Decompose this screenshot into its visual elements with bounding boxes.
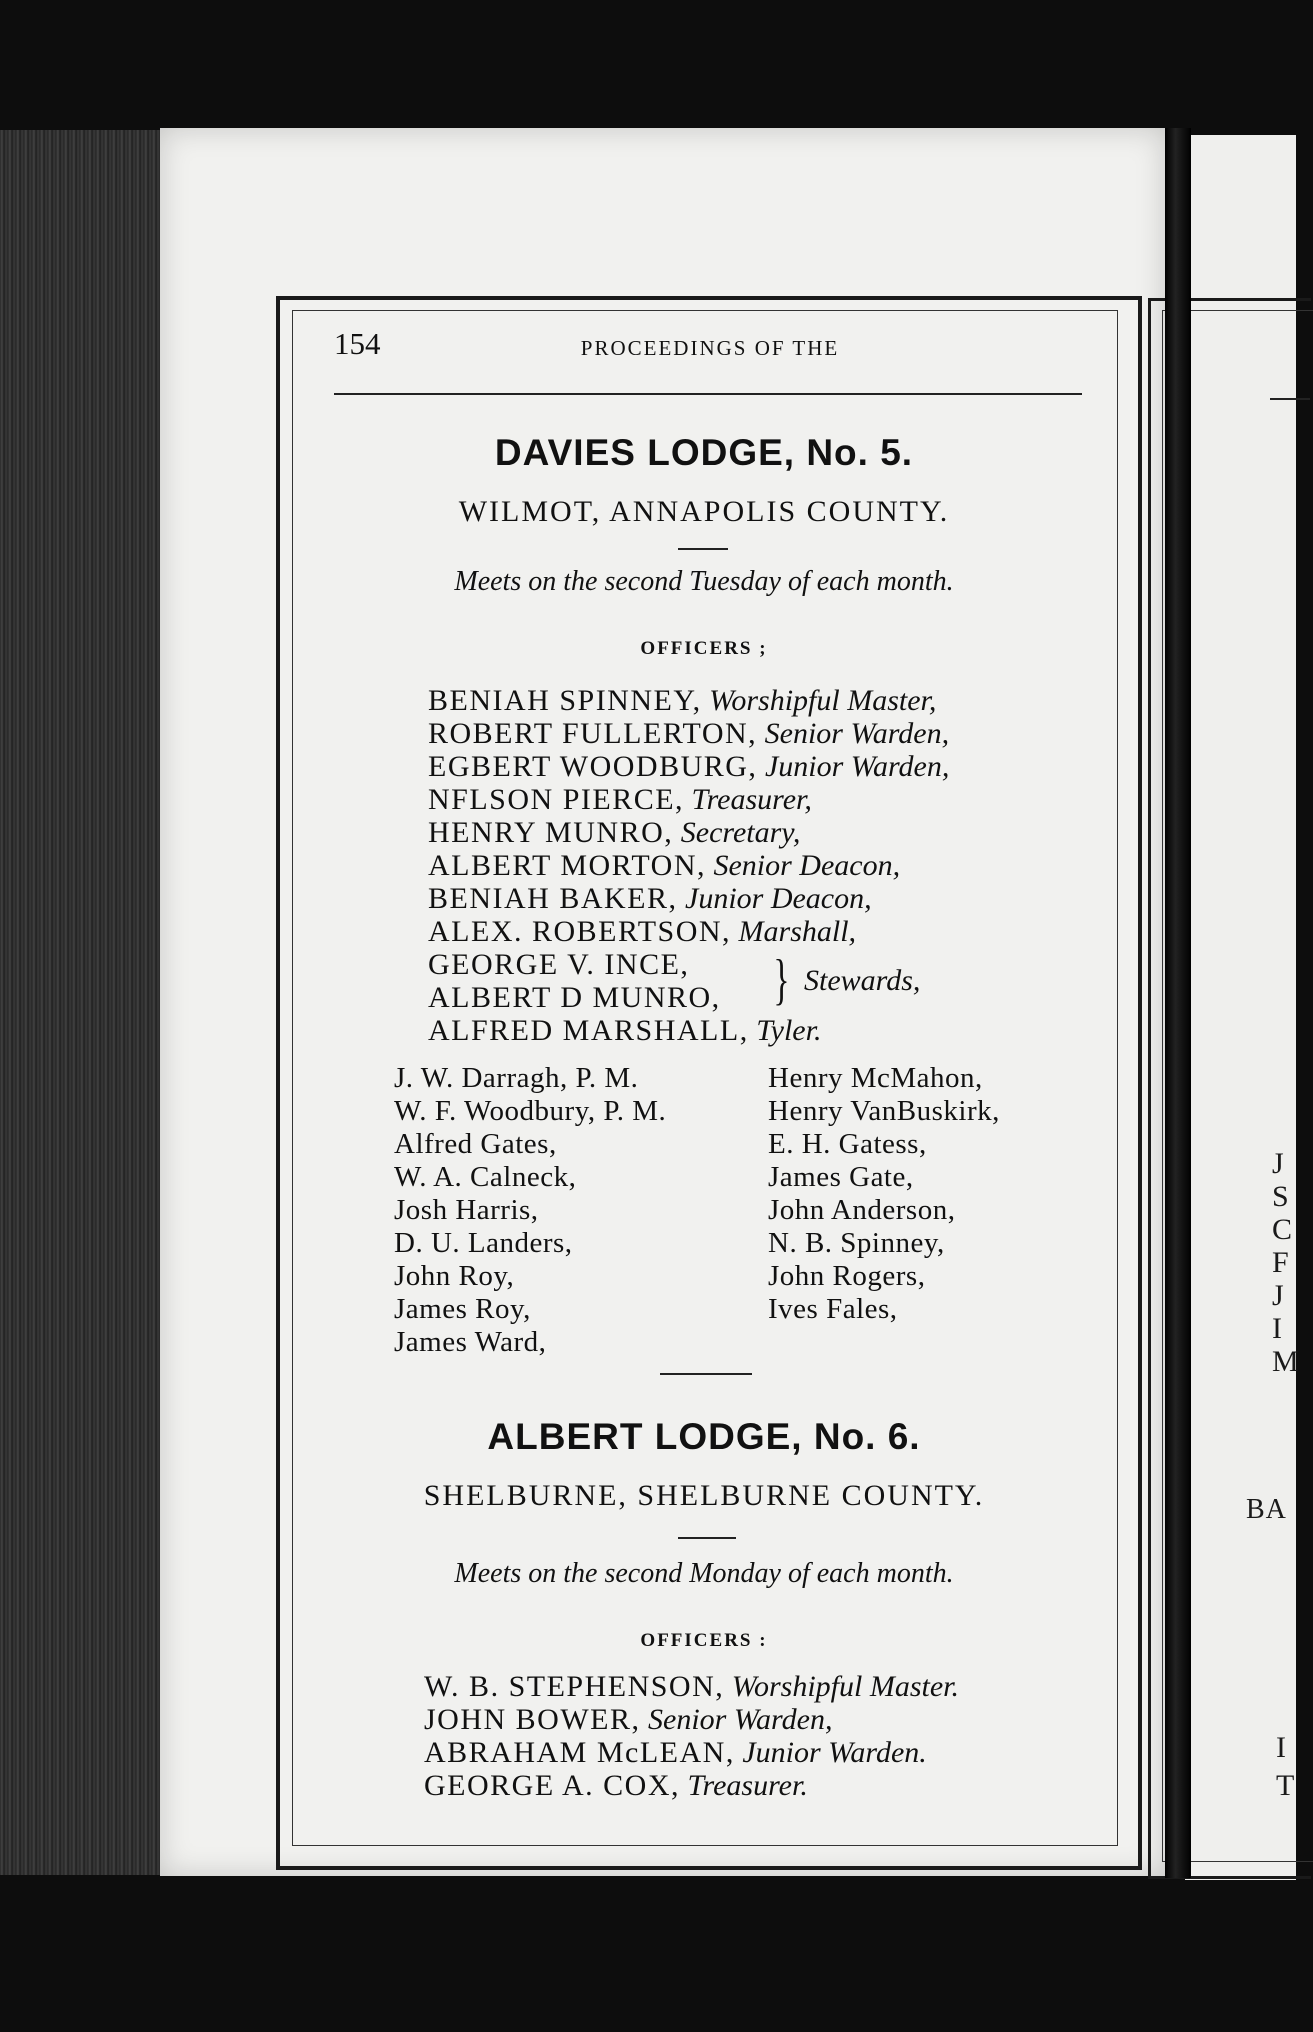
member-name: Josh Harris, (394, 1194, 539, 1226)
officer-role: Worshipful Master, (709, 684, 937, 717)
davies-lodge-title: DAVIES LODGE, No. 5. (494, 432, 914, 473)
albert-lodge-title: ALBERT LODGE, No. 6. (487, 1416, 921, 1457)
next-page-letter: M (1272, 1345, 1299, 1378)
member-name: Alfred Gates, (394, 1128, 557, 1160)
officer-entry (428, 882, 949, 915)
officer-entry (428, 915, 949, 948)
officer-name: GEORGE A. COX, (424, 1769, 681, 1802)
running-title: PROCEEDINGS OF THE (580, 336, 840, 360)
officer-entry (424, 1670, 959, 1703)
officer-entry (428, 816, 949, 849)
next-page-letter: I (1276, 1731, 1286, 1764)
next-page-letter: T (1276, 1769, 1295, 1802)
officer-name: JOHN BOWER, (424, 1703, 641, 1736)
officer-name: ROBERT FULLERTON, (428, 717, 758, 750)
member-name: Henry McMahon, (768, 1062, 983, 1094)
officer-role: Treasurer, (691, 783, 812, 816)
officer-role: Tyler. (756, 1014, 822, 1047)
member-name: James Gate, (768, 1161, 914, 1193)
page-number: 154 (334, 326, 381, 361)
officer-name: ALFRED MARSHALL, (428, 1014, 749, 1047)
officer-role: Senior Deacon, (713, 849, 901, 882)
book-edge (0, 130, 165, 1875)
member-name: W. F. Woodbury, P. M. (394, 1095, 667, 1127)
officer-entry (424, 1703, 959, 1736)
officer-entry (424, 1769, 959, 1802)
officer-role: Senior Warden, (764, 717, 950, 750)
next-page-letter: J (1272, 1279, 1284, 1312)
officer-entry (428, 849, 949, 882)
officer-name: BENIAH SPINNEY, (428, 684, 702, 717)
officer-role: Senior Warden, (648, 1703, 833, 1736)
officer-role: Secretary, (680, 816, 801, 849)
davies-members-left-column (394, 1062, 666, 1359)
next-page-letter: J (1272, 1147, 1284, 1180)
member-name: John Rogers, (768, 1260, 926, 1292)
albert-lodge-place: SHELBURNE, SHELBURNE COUNTY. (423, 1479, 985, 1512)
albert-meeting-schedule: Meets on the second Monday of each month. (454, 1558, 954, 1589)
officer-role: Junior Warden, (764, 750, 950, 783)
section-rule (678, 1537, 736, 1539)
officer-name: ABRAHAM McLEAN, (424, 1736, 735, 1769)
officer-entry (428, 1014, 949, 1047)
albert-officers-list (424, 1670, 959, 1802)
officer-entry (428, 750, 949, 783)
member-name: D. U. Landers, (394, 1227, 573, 1259)
stewards-brace: } (773, 949, 790, 1011)
member-name: James Roy, (394, 1293, 531, 1325)
davies-meeting-schedule: Meets on the second Tuesday of each month. (454, 566, 954, 597)
member-name: Henry VanBuskirk, (768, 1095, 1000, 1127)
davies-members-right-column (768, 1062, 1000, 1326)
member-name: W. A. Calneck, (394, 1161, 577, 1193)
gutter (1165, 128, 1191, 1878)
section-rule (678, 548, 728, 550)
officer-role: Junior Warden. (742, 1736, 927, 1769)
officer-name: EGBERT WOODBURG, (428, 750, 758, 783)
officer-role: Treasurer. (687, 1769, 808, 1802)
member-name: J. W. Darragh, P. M. (394, 1062, 639, 1094)
officer-name: NFLSON PIERCE, (428, 783, 685, 816)
steward-name: ALBERT D MUNRO, (428, 981, 721, 1014)
officer-entry (424, 1736, 959, 1769)
next-page-letter: F (1272, 1246, 1289, 1279)
officer-name: ALBERT MORTON, (428, 849, 706, 882)
next-page-letter: C (1272, 1213, 1293, 1246)
albert-officers-heading: OFFICERS : (640, 1630, 768, 1651)
steward-name: GEORGE V. INCE, (428, 948, 690, 981)
officer-entry (428, 717, 949, 750)
officer-role: Marshall, (738, 915, 857, 948)
section-divider (660, 1373, 752, 1375)
member-name: N. B. Spinney, (768, 1227, 945, 1259)
officer-name: BENIAH BAKER, (428, 882, 678, 915)
davies-lodge-place: WILMOT, ANNAPOLIS COUNTY. (458, 495, 950, 528)
member-name: John Anderson, (768, 1194, 956, 1226)
member-name: John Roy, (394, 1260, 515, 1292)
officer-entry (428, 783, 949, 816)
member-name: E. H. Gatess, (768, 1128, 927, 1160)
officer-entry (428, 684, 949, 717)
next-page-heading-fragment: BA (1246, 1494, 1287, 1525)
running-header (334, 326, 1086, 366)
stewards-role: Stewards, (804, 964, 921, 997)
next-page-letter: S (1272, 1180, 1289, 1213)
next-page-letter: I (1272, 1312, 1282, 1345)
officer-name: W. B. STEPHENSON, (424, 1670, 725, 1703)
davies-officers-heading: OFFICERS ; (640, 638, 768, 659)
member-name: James Ward, (394, 1326, 547, 1358)
officer-role: Worshipful Master. (731, 1670, 960, 1703)
officer-name: HENRY MUNRO, (428, 816, 674, 849)
member-name: Ives Fales, (768, 1293, 898, 1325)
next-page-rule (1270, 398, 1310, 400)
officer-role: Junior Deacon, (685, 882, 872, 915)
officer-name: ALEX. ROBERTSON, (428, 915, 732, 948)
header-rule (334, 393, 1082, 395)
